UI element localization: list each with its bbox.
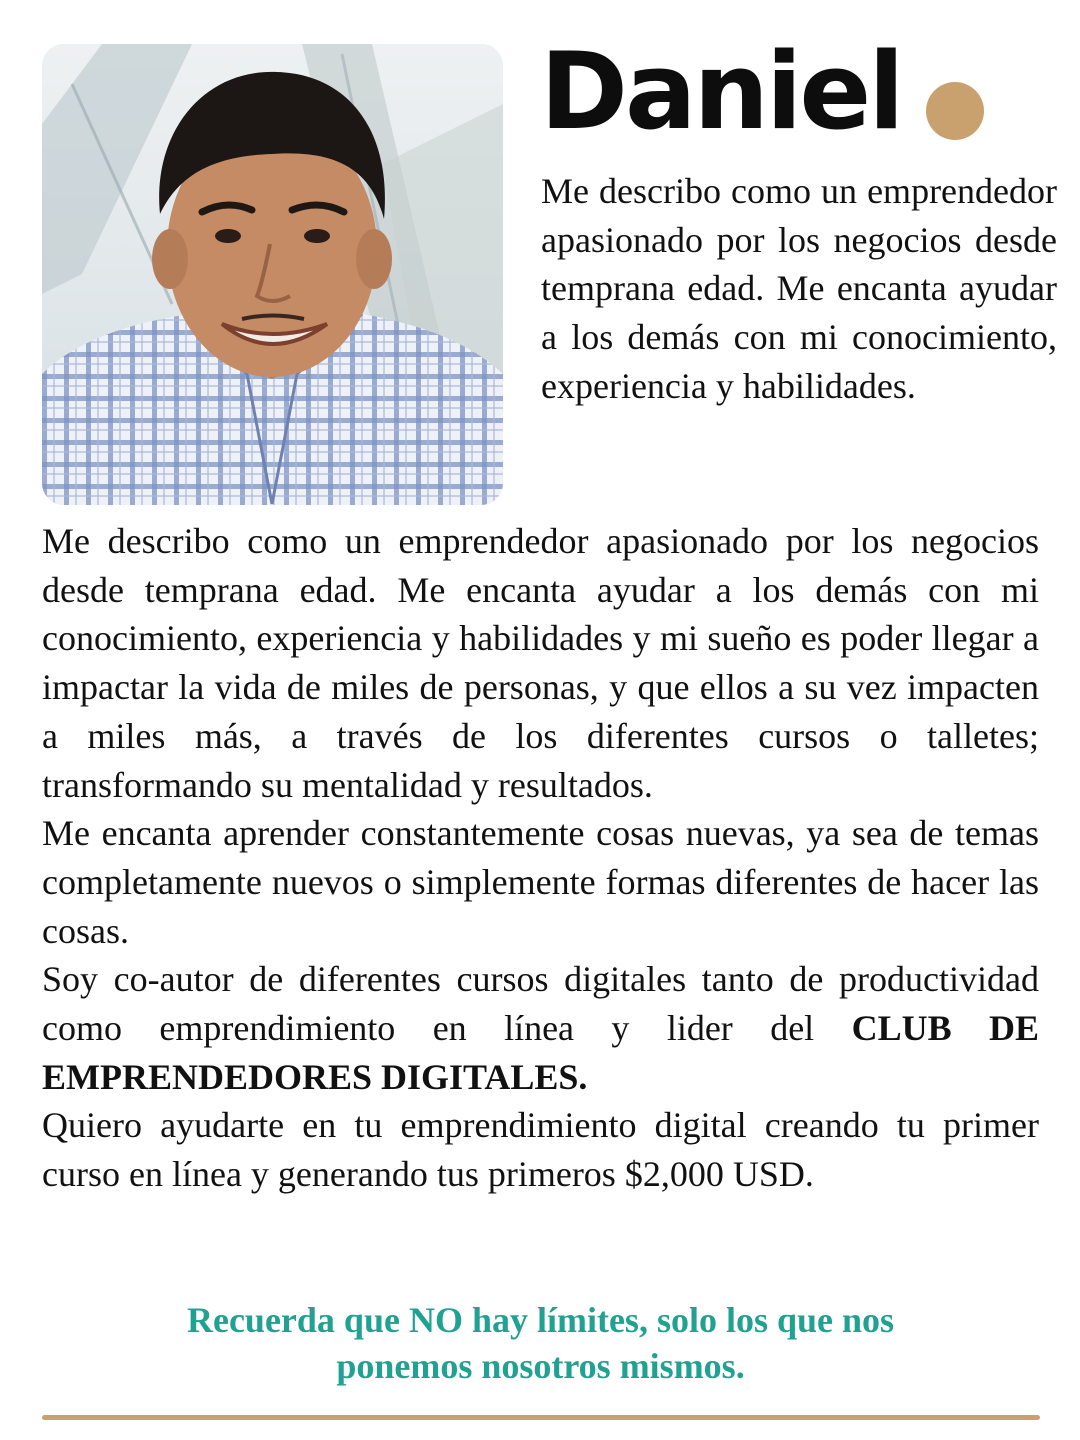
club-name: CLUB DE EMPRENDEDORES DIGITALES. — [42, 1008, 1040, 1097]
biography-paragraph-1: Me describo como un emprendedor apasionado por los negocios desde temprana edad. Me encanta ayudar a los demás con mi conocimiento, experiencia y habilidades y mi sueño es poder llegar a impactar la vida de miles de personas, y que ellos a su vez impacten a miles más, a través de los diferentes cursos o talletes; transformando su mentalidad y resultados. — [42, 521, 1039, 805]
biography-paragraph-3 — [42, 955, 1039, 1101]
biography-text — [42, 517, 1039, 1199]
profile-name: Daniel — [540, 30, 902, 153]
closing-quote-line-2: ponemos nosotros mismos. — [336, 1346, 745, 1386]
profile-name-heading — [540, 32, 984, 152]
accent-dot-icon — [926, 82, 984, 140]
intro-paragraph: Me describo como un emprendedor apasionado por los negocios desde temprana edad. Me encanta ayudar a los demás con mi conocimiento, experiencia y habilidades. — [541, 171, 1057, 406]
biography-paragraph-2: Me encanta aprender constantemente cosas nuevas, ya sea de temas completamente nuevos o simplemente formas diferentes de hacer las cosas. — [42, 813, 1039, 951]
bottom-divider — [42, 1415, 1040, 1420]
closing-quote-line-1: Recuerda que NO hay límites, solo los que nos — [186, 1300, 895, 1340]
biography-paragraph-3-text: Soy co-autor de diferentes cursos digitales tanto de productividad como emprendimiento en línea y lider del — [42, 959, 1039, 1049]
biography-paragraph-4: Quiero ayudarte en tu emprendimiento digital creando tu primer curso en línea y generando tus primeros $2,000 USD. — [42, 1105, 1039, 1195]
closing-quote — [42, 1297, 1039, 1389]
profile-photo — [42, 44, 503, 505]
portrait-photo-icon — [42, 44, 503, 505]
